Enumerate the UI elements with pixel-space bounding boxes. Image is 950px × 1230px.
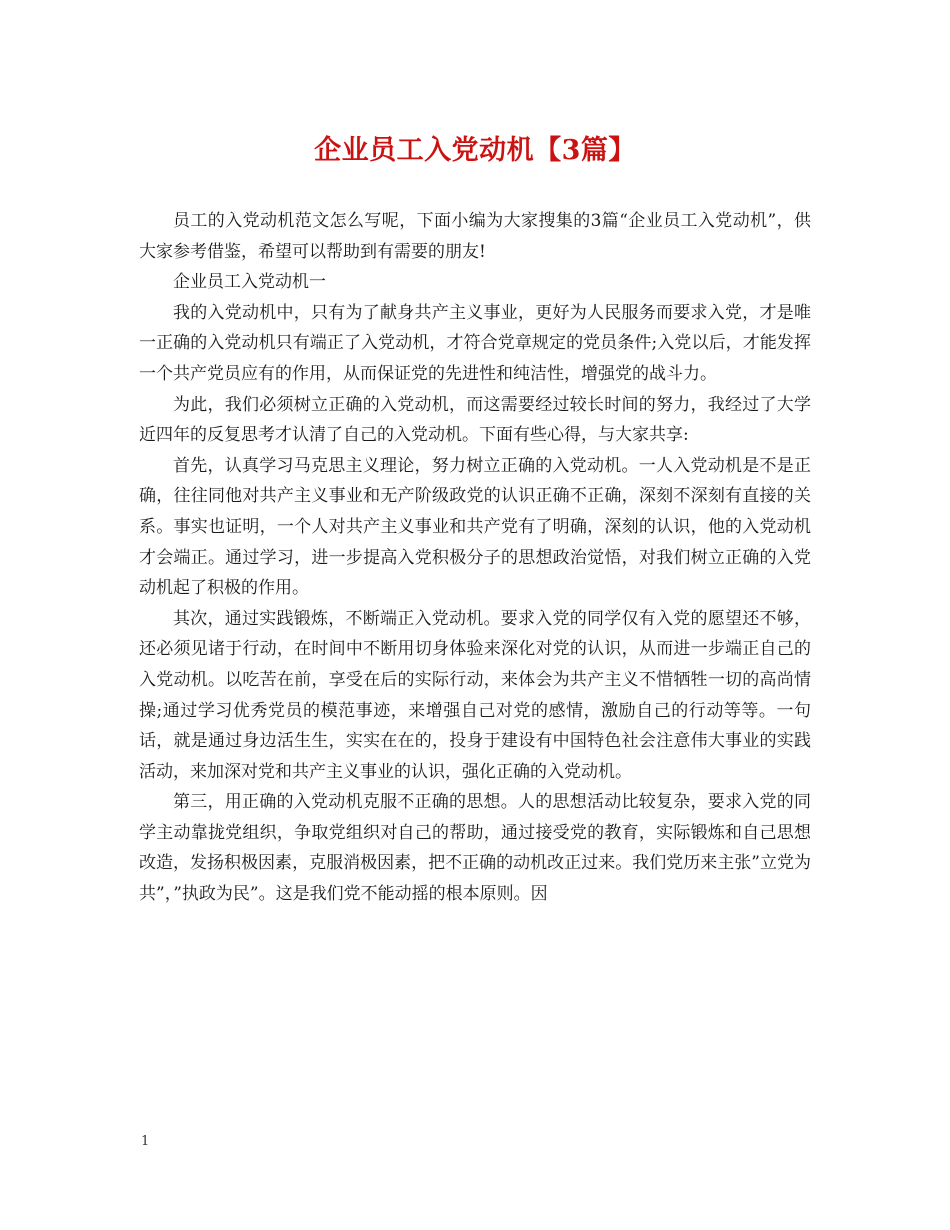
section-heading-1: 企业员工入党动机一 — [173, 272, 326, 293]
body-paragraph: 首先，认真学习马克思主义理论，努力树立正确的入党动机。一人入党动机是不是正确，往往同他对共产主义事业和无产阶级政党的认识正确不正确，深刻不深刻有直接的关系。事实也证明，一个人对共产主义事业和共产党有了明确，深刻的认识，他的入党动机才会端正。通过学习，进一步提高入党积极分子的思想政治觉悟，对我们树立正确的入党动机起了积极的作用。 — [139, 455, 811, 599]
intro-paragraph: 员工的入党动机范文怎么写呢，下面小编为大家搜集的3篇“企业员工入党动机”，供大家参考借鉴，希望可以帮助到有需要的朋友! — [139, 211, 811, 262]
body-paragraph: 其次，通过实践锻炼，不断端正入党动机。要求入党的同学仅有入党的愿望还不够，还必须见诸于行动，在时间中不断用切身体验来深化对党的认识，从而进一步端正自己的入党动机。以吃苦在前，享受在后的实际行动，来体会为共产主义不惜牺牲一切的高尚情操;通过学习优秀党员的模范事迹，来增强自己对党的感情，激励自己的行动等等。一句话，就是通过身边活生生，实实在在的，投身于建设有中国特色社会注意伟大事业的实践活动，来加深对党和共产主义事业的认识，强化正确的入党动机。 — [139, 608, 811, 782]
page-number: 1 — [141, 1134, 150, 1149]
document-title: 企业员工入党动机【3篇】 — [314, 135, 636, 166]
body-paragraph: 为此，我们必须树立正确的入党动机，而这需要经过较长时间的努力，我经过了大学近四年的反复思考才认清了自己的入党动机。下面有些心得，与大家共享: — [139, 394, 811, 446]
body-paragraph: 第三，用正确的入党动机克服不正确的思想。人的思想活动比较复杂，要求入党的同学主动靠拢党组织，争取党组织对自己的帮助，通过接受党的教育，实际锻炼和自己思想改造，发扬积极因素，克服消极因素，把不正确的动机改正过来。我们党历来主张”立党为共”，”执政为民”。这是我们党不能动摇的根本原则。因 — [139, 792, 811, 905]
body-paragraph: 我的入党动机中，只有为了献身共产主义事业，更好为人民服务而要求入党，才是唯一正确的入党动机只有端正了入党动机，才符合党章规定的党员条件;入党以后，才能发挥一个共产党员应有的作用，从而保证党的先进性和纯洁性，增强党的战斗力。 — [139, 302, 811, 384]
document-body — [139, 206, 811, 910]
